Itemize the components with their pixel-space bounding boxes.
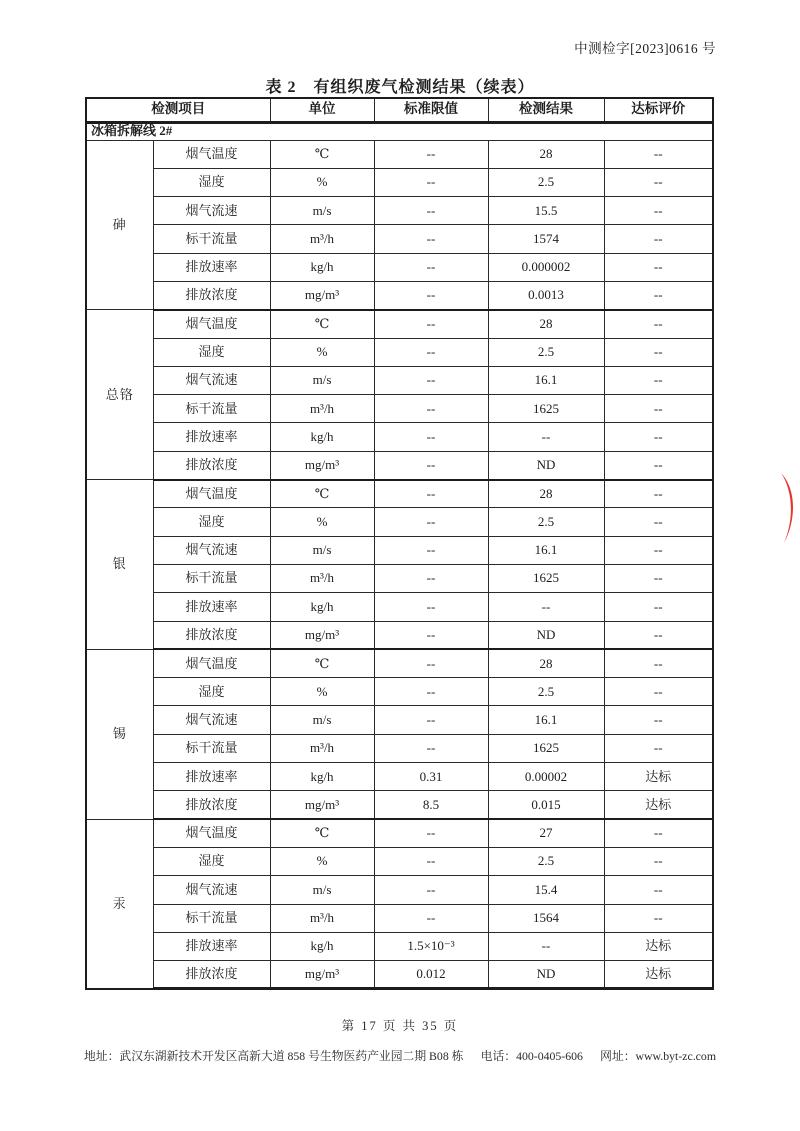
- table-row: [86, 366, 713, 394]
- cell-limit: --: [374, 225, 488, 253]
- cell-result: 1625: [488, 395, 604, 423]
- cell-limit: --: [374, 395, 488, 423]
- cell-unit: kg/h: [270, 423, 374, 451]
- cell-limit: --: [374, 310, 488, 338]
- cell-eval: --: [604, 451, 713, 479]
- cell-eval: --: [604, 847, 713, 875]
- table-row: [86, 763, 713, 791]
- red-scan-mark: [779, 473, 797, 545]
- cell-limit: --: [374, 451, 488, 479]
- cell-result: 28: [488, 649, 604, 677]
- cell-eval: --: [604, 281, 713, 309]
- table-row: [86, 847, 713, 875]
- cell-item: 烟气流速: [153, 197, 270, 225]
- results-table: [85, 97, 714, 990]
- cell-limit: --: [374, 480, 488, 508]
- cell-limit: --: [374, 876, 488, 904]
- column-header-limit: 标准限值: [374, 98, 488, 122]
- cell-item: 排放浓度: [153, 791, 270, 819]
- column-header-unit: 单位: [270, 98, 374, 122]
- cell-item: 排放速率: [153, 932, 270, 960]
- column-header-eval: 达标评价: [604, 98, 713, 122]
- table-row: [86, 649, 713, 677]
- cell-eval: --: [604, 876, 713, 904]
- cell-eval: --: [604, 366, 713, 394]
- cell-result: ND: [488, 451, 604, 479]
- cell-item: 烟气温度: [153, 140, 270, 168]
- cell-unit: m/s: [270, 366, 374, 394]
- cell-result: 28: [488, 140, 604, 168]
- cell-item: 排放速率: [153, 423, 270, 451]
- table-row: [86, 961, 713, 989]
- cell-limit: 0.012: [374, 961, 488, 989]
- cell-limit: --: [374, 281, 488, 309]
- table-row: [86, 791, 713, 819]
- cell-pollutant-name: 总铬: [86, 310, 153, 480]
- cell-unit: m³/h: [270, 904, 374, 932]
- cell-eval: 达标: [604, 932, 713, 960]
- cell-limit: --: [374, 564, 488, 592]
- cell-unit: m³/h: [270, 225, 374, 253]
- cell-unit: m³/h: [270, 395, 374, 423]
- cell-item: 湿度: [153, 847, 270, 875]
- table-row: [86, 225, 713, 253]
- cell-item: 标干流量: [153, 734, 270, 762]
- cell-result: 16.1: [488, 706, 604, 734]
- cell-item: 烟气温度: [153, 480, 270, 508]
- cell-eval: --: [604, 536, 713, 564]
- cell-item: 排放速率: [153, 763, 270, 791]
- cell-item: 排放浓度: [153, 451, 270, 479]
- cell-unit: mg/m³: [270, 791, 374, 819]
- cell-limit: --: [374, 621, 488, 649]
- cell-limit: --: [374, 423, 488, 451]
- cell-limit: --: [374, 593, 488, 621]
- cell-pollutant-name: 砷: [86, 140, 153, 310]
- cell-unit: %: [270, 168, 374, 196]
- cell-result: 2.5: [488, 508, 604, 536]
- cell-eval: --: [604, 678, 713, 706]
- table-row: [86, 536, 713, 564]
- cell-result: 28: [488, 310, 604, 338]
- cell-eval: --: [604, 168, 713, 196]
- cell-unit: m/s: [270, 536, 374, 564]
- cell-eval: --: [604, 197, 713, 225]
- cell-result: --: [488, 593, 604, 621]
- cell-unit: %: [270, 847, 374, 875]
- cell-unit: mg/m³: [270, 451, 374, 479]
- cell-eval: 达标: [604, 791, 713, 819]
- cell-item: 湿度: [153, 678, 270, 706]
- table-row: [86, 932, 713, 960]
- table-row: [86, 621, 713, 649]
- cell-item: 烟气流速: [153, 366, 270, 394]
- cell-unit: ℃: [270, 310, 374, 338]
- cell-result: 1574: [488, 225, 604, 253]
- cell-unit: m³/h: [270, 564, 374, 592]
- page-title: 表 2 有组织废气检测结果（续表）: [265, 79, 535, 96]
- table-row: [86, 678, 713, 706]
- cell-unit: %: [270, 508, 374, 536]
- cell-unit: ℃: [270, 480, 374, 508]
- cell-eval: --: [604, 734, 713, 762]
- cell-eval: --: [604, 225, 713, 253]
- cell-eval: 达标: [604, 763, 713, 791]
- cell-result: 28: [488, 480, 604, 508]
- section-row: [86, 122, 713, 140]
- section-label: 冰箱拆解线 2#: [86, 122, 713, 140]
- cell-result: 0.000002: [488, 253, 604, 281]
- cell-eval: --: [604, 310, 713, 338]
- cell-item: 烟气温度: [153, 649, 270, 677]
- cell-limit: --: [374, 140, 488, 168]
- table-row: [86, 593, 713, 621]
- cell-eval: --: [604, 140, 713, 168]
- table-row: [86, 310, 713, 338]
- cell-unit: m³/h: [270, 734, 374, 762]
- doc-number: 中测检字[2023]0616 号: [574, 41, 716, 56]
- table-row: [86, 480, 713, 508]
- cell-result: 2.5: [488, 168, 604, 196]
- cell-eval: --: [604, 564, 713, 592]
- cell-unit: mg/m³: [270, 961, 374, 989]
- cell-item: 标干流量: [153, 225, 270, 253]
- cell-item: 排放浓度: [153, 621, 270, 649]
- cell-eval: --: [604, 649, 713, 677]
- cell-result: ND: [488, 621, 604, 649]
- cell-limit: --: [374, 366, 488, 394]
- cell-unit: kg/h: [270, 593, 374, 621]
- table-header-row: [86, 98, 713, 122]
- cell-item: 排放浓度: [153, 281, 270, 309]
- cell-unit: ℃: [270, 649, 374, 677]
- cell-result: 2.5: [488, 338, 604, 366]
- cell-pollutant-name: 汞: [86, 819, 153, 989]
- cell-unit: ℃: [270, 140, 374, 168]
- cell-unit: ℃: [270, 819, 374, 847]
- cell-limit: 0.31: [374, 763, 488, 791]
- cell-item: 烟气流速: [153, 536, 270, 564]
- cell-eval: --: [604, 904, 713, 932]
- cell-limit: --: [374, 168, 488, 196]
- cell-eval: --: [604, 423, 713, 451]
- cell-item: 湿度: [153, 508, 270, 536]
- footer-address: 地址：武汉东湖新技术开发区高新大道 858 号生物医药产业园二期 B08 栋: [84, 1049, 464, 1063]
- cell-unit: m/s: [270, 197, 374, 225]
- cell-item: 排放速率: [153, 593, 270, 621]
- page-indicator: 第 17 页 共 35 页: [341, 1019, 459, 1033]
- table-row: [86, 876, 713, 904]
- column-header-item: 检测项目: [86, 98, 270, 122]
- table-row: [86, 508, 713, 536]
- cell-result: 1564: [488, 904, 604, 932]
- cell-unit: %: [270, 678, 374, 706]
- cell-eval: 达标: [604, 961, 713, 989]
- cell-unit: m/s: [270, 706, 374, 734]
- cell-limit: --: [374, 649, 488, 677]
- table-row: [86, 451, 713, 479]
- table-row: [86, 281, 713, 309]
- cell-result: ND: [488, 961, 604, 989]
- table-row: [86, 564, 713, 592]
- cell-item: 排放浓度: [153, 961, 270, 989]
- footer-web: 网址：www.byt-zc.com: [600, 1049, 716, 1063]
- cell-unit: mg/m³: [270, 621, 374, 649]
- cell-eval: --: [604, 395, 713, 423]
- table-row: [86, 197, 713, 225]
- cell-item: 烟气流速: [153, 706, 270, 734]
- table-row: [86, 423, 713, 451]
- table-row: [86, 253, 713, 281]
- cell-eval: --: [604, 338, 713, 366]
- cell-result: 1625: [488, 564, 604, 592]
- cell-limit: --: [374, 706, 488, 734]
- cell-item: 排放速率: [153, 253, 270, 281]
- cell-pollutant-name: 锡: [86, 649, 153, 819]
- cell-pollutant-name: 银: [86, 480, 153, 650]
- cell-eval: --: [604, 480, 713, 508]
- cell-result: --: [488, 423, 604, 451]
- cell-limit: --: [374, 508, 488, 536]
- column-header-result: 检测结果: [488, 98, 604, 122]
- cell-eval: --: [604, 819, 713, 847]
- cell-eval: --: [604, 508, 713, 536]
- cell-limit: --: [374, 678, 488, 706]
- cell-result: 16.1: [488, 536, 604, 564]
- cell-eval: --: [604, 706, 713, 734]
- cell-limit: --: [374, 847, 488, 875]
- cell-unit: kg/h: [270, 253, 374, 281]
- cell-unit: kg/h: [270, 763, 374, 791]
- cell-limit: --: [374, 734, 488, 762]
- cell-unit: %: [270, 338, 374, 366]
- footer-phone: 电话：400-0405-606: [480, 1049, 583, 1063]
- table-row: [86, 395, 713, 423]
- cell-item: 湿度: [153, 168, 270, 196]
- table-row: [86, 904, 713, 932]
- cell-result: 2.5: [488, 678, 604, 706]
- cell-item: 烟气温度: [153, 310, 270, 338]
- table-row: [86, 706, 713, 734]
- cell-unit: mg/m³: [270, 281, 374, 309]
- cell-result: 15.4: [488, 876, 604, 904]
- footer: [84, 1047, 716, 1064]
- cell-unit: m/s: [270, 876, 374, 904]
- cell-result: --: [488, 932, 604, 960]
- cell-limit: 1.5×10⁻³: [374, 932, 488, 960]
- cell-eval: --: [604, 253, 713, 281]
- cell-result: 15.5: [488, 197, 604, 225]
- cell-item: 标干流量: [153, 564, 270, 592]
- cell-limit: --: [374, 338, 488, 366]
- cell-result: 0.00002: [488, 763, 604, 791]
- cell-item: 标干流量: [153, 395, 270, 423]
- cell-item: 湿度: [153, 338, 270, 366]
- cell-limit: --: [374, 904, 488, 932]
- table-row: [86, 734, 713, 762]
- cell-result: 0.0013: [488, 281, 604, 309]
- cell-limit: --: [374, 536, 488, 564]
- table-row: [86, 140, 713, 168]
- cell-result: 1625: [488, 734, 604, 762]
- table-row: [86, 168, 713, 196]
- cell-eval: --: [604, 621, 713, 649]
- cell-limit: --: [374, 197, 488, 225]
- cell-result: 27: [488, 819, 604, 847]
- cell-result: 16.1: [488, 366, 604, 394]
- cell-item: 烟气流速: [153, 876, 270, 904]
- cell-limit: --: [374, 253, 488, 281]
- cell-item: 标干流量: [153, 904, 270, 932]
- cell-unit: kg/h: [270, 932, 374, 960]
- cell-limit: 8.5: [374, 791, 488, 819]
- table-row: [86, 819, 713, 847]
- cell-limit: --: [374, 819, 488, 847]
- cell-result: 0.015: [488, 791, 604, 819]
- table-row: [86, 338, 713, 366]
- cell-eval: --: [604, 593, 713, 621]
- cell-result: 2.5: [488, 847, 604, 875]
- cell-item: 烟气温度: [153, 819, 270, 847]
